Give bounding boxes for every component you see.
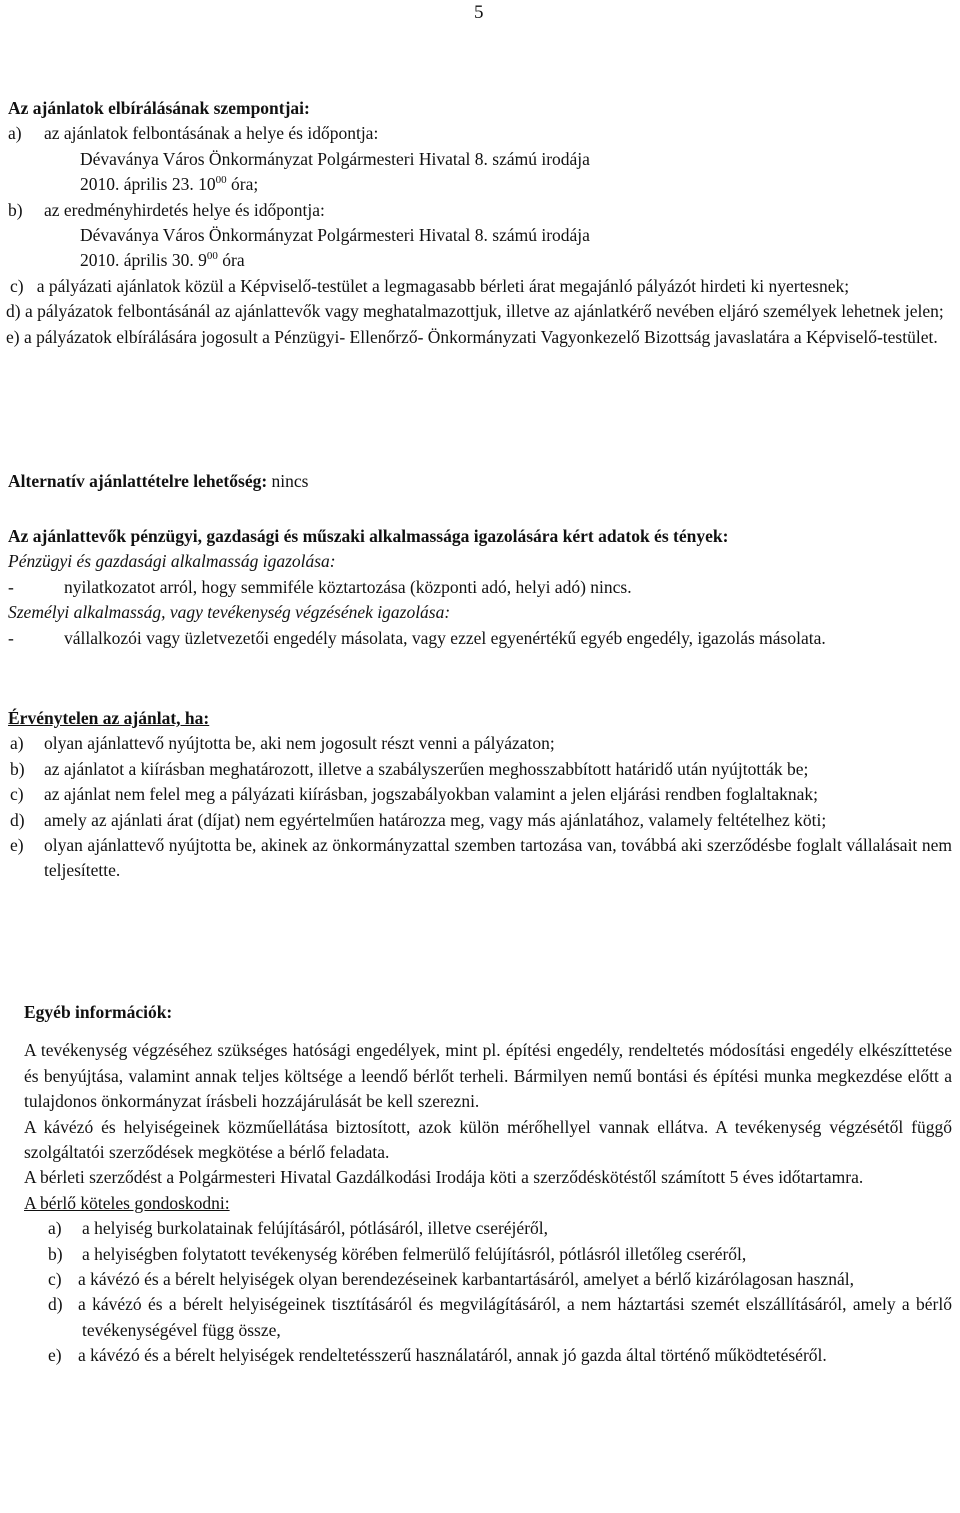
list-item: b) a helyiségben folytatott tevékenység körében felmerülő felújításról, pótlásról illetőleg cseréről, <box>48 1243 747 1264</box>
list-item: c) az ajánlat nem felel meg a pályázati kiírásban, jogszabályokban valamint a jelen eljárási rendben foglaltaknak; <box>10 784 819 805</box>
paragraph: A bérleti szerződést a Polgármesteri Hivatal Gazdálkodási Irodája köti a szerződéskötéstől számított 5 éves időtartamra. <box>24 1167 864 1188</box>
list-item: a) olyan ajánlattevő nyújtotta be, aki nem jogosult részt venni a pályázaton; <box>10 733 555 754</box>
subheading: Személyi alkalmasság, vagy tevékenység végzésének igazolása: <box>8 602 451 623</box>
paragraph: A kávézó és helyiségeinek közműellátása biztosított, azok külön mérőhellyel vannak ellátva. A tevékenység végzésétől függő szolgáltatói szerződések megkötése a bérlő feladata. <box>24 1116 952 1163</box>
list-item: a) az ajánlatok felbontásának a helye és időpontja: <box>8 123 379 144</box>
section-suitability <box>8 524 952 651</box>
list-item-detail: 2010. április 23. $10^{00}$ óra; <box>80 174 259 195</box>
section-heading: Alternatív ajánlattételre lehetőség: <box>8 471 268 491</box>
list-item: d) a kávézó és a bérelt helyiségeinek tisztításáról és megvilágításáról, a nem háztartási szemét elszállításáról, amely a bérlő tevékenységével függ össze, <box>48 1294 952 1340</box>
paragraph: A tevékenység végzéséhez szükséges hatósági engedélyek, mint pl. építési engedély, rendeltetés módosítási engedély elkészíttetése és benyújtása, valamint annak teljes költsége a leendő bérlőt terheli. Bármilyen nemű bontási és építési munka megkezdése előtt a tulajdonos önkormányzat írásbeli hozzájárulását be kell szerezni. <box>24 1040 952 1112</box>
list-item-detail: 2010. április 30. $9^{00}$ óra <box>80 250 245 271</box>
section-heading: Az ajánlatok elbírálásának szempontjai: <box>8 98 310 118</box>
list-item: e) a pályázatok elbírálására jogosult a Pénzügyi- Ellenőrző- Önkormányzati Vagyonkezelő Bizottság javaslatára a Képviselő-testület. <box>6 326 938 347</box>
list-item: e) olyan ajánlattevő nyújtotta be, akinek az önkormányzattal szemben tartozása van, továbbá aki szerződésbe foglalt vállalásait nem teljesítette. <box>10 835 952 881</box>
list-item: b) az ajánlatot a kiírásban meghatározott, illetve a szabályszerűen meghosszabbított határidő után nyújtották be; <box>10 758 809 779</box>
subheading: Pénzügyi és gazdasági alkalmasság igazolása: <box>8 551 336 572</box>
list-item: c) a pályázati ajánlatok közül a Képviselő-testület a legmagasabb bérleti árat megajánló pályázót hirdeti ki nyertesnek; <box>10 275 850 296</box>
list-item: c) a kávézó és a bérelt helyiségek olyan berendezéseinek karbantartásáról, amelyet a bérlő kizárólagosan használ, <box>48 1269 854 1290</box>
section-heading: Az ajánlattevők pénzügyi, gazdasági és műszaki alkalmassága igazolására kért adatok és tények: <box>8 526 729 546</box>
section-invalid-offer <box>8 706 952 884</box>
list-item: b) az eredményhirdetés helye és időpontja: <box>8 199 325 220</box>
section-evaluation-criteria <box>8 96 952 350</box>
section-heading: Egyéb információk: <box>24 1002 173 1022</box>
list-item: - vállalkozói vagy üzletvezetői engedély másolata, vagy ezzel egyenértékű egyéb engedély, igazolás másolata. <box>8 627 826 648</box>
list-item: d) amely az ajánlati árat (díjat) nem egyértelműen határozza meg, vagy más ajánlatához, valamely feltételhez köti; <box>10 809 827 830</box>
list-item: d) a pályázatok felbontásánál az ajánlattevők vagy meghatalmazottjuk, illetve az ajánlatkérő nevében eljáró személyek lehetnek jelen; <box>6 301 944 322</box>
section-other-info <box>24 1000 952 1369</box>
list-item-detail: Dévaványa Város Önkormányzat Polgármesteri Hivatal 8. számú irodája <box>80 225 590 246</box>
section-heading: Érvénytelen az ajánlat, ha: <box>8 708 210 728</box>
list-item: a) a helyiség burkolatainak felújításáról, pótlásáról, illetve cseréjéről, <box>48 1218 549 1239</box>
section-value: nincs <box>267 471 309 491</box>
list-item-detail: Dévaványa Város Önkormányzat Polgármesteri Hivatal 8. számú irodája <box>80 148 590 169</box>
section-alternative-offer <box>8 469 952 494</box>
list-item: e) a kávézó és a bérelt helyiségek rendeltetésszerű használatáról, annak jó gazda által történő működtetéséről. <box>48 1345 827 1366</box>
subheading: A bérlő köteles gondoskodni: <box>24 1192 230 1213</box>
page-number: 5 <box>474 2 484 23</box>
list-item: - nyilatkozatot arról, hogy semmiféle köztartozása (központi adó, helyi adó) nincs. <box>8 576 632 597</box>
